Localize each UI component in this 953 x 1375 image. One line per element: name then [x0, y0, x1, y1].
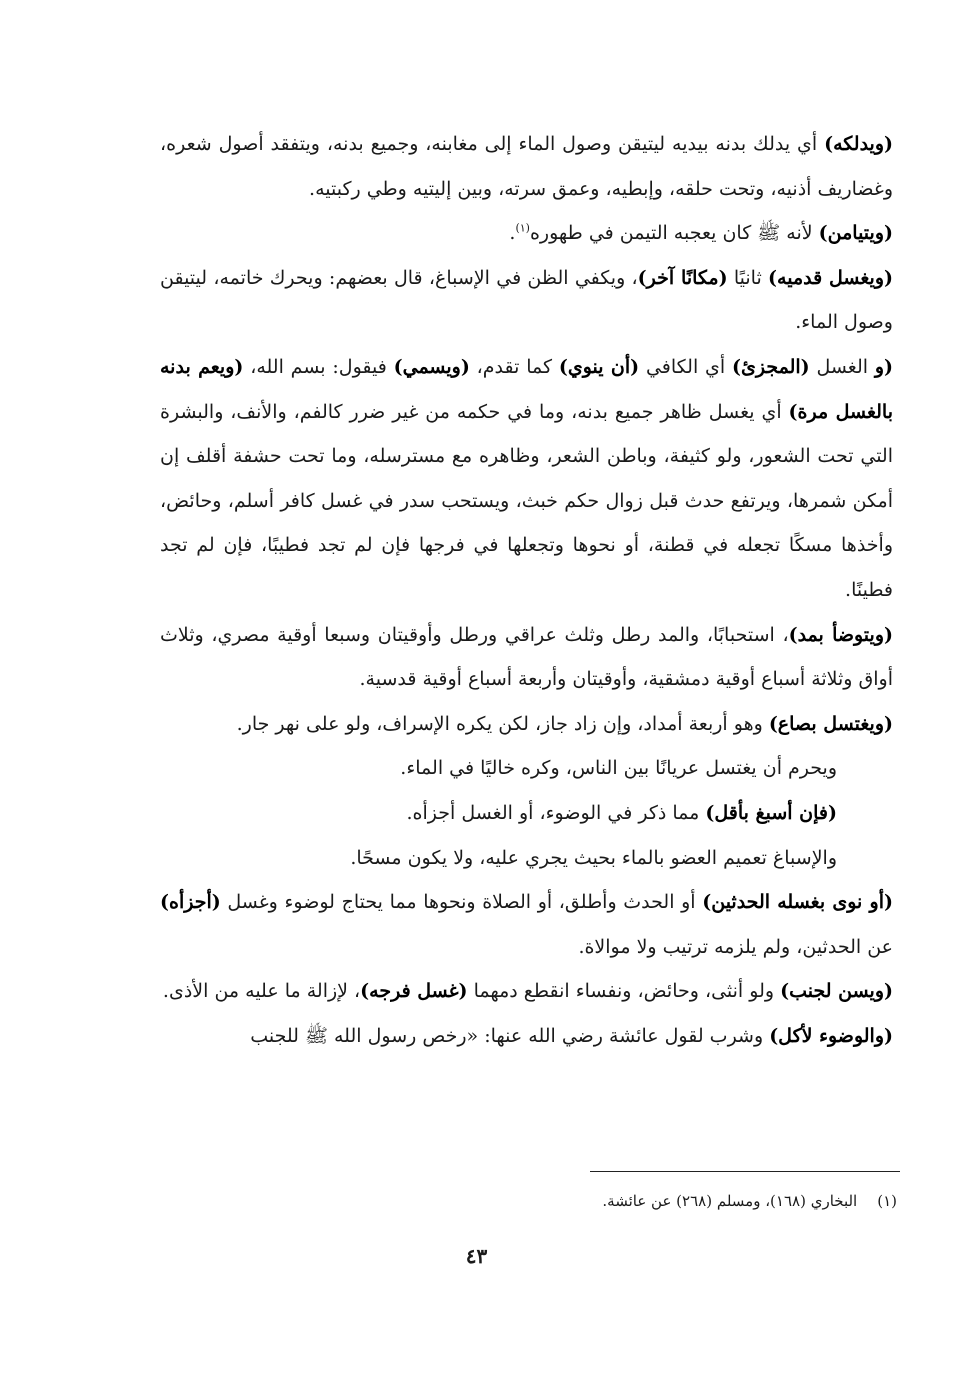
footnote: [197, 1190, 897, 1212]
paragraph-text: ، لإزالة ما عليه من الأذى.: [162, 980, 361, 1003]
paragraph-text: ، استحبابًا، والمد رطل وثلث عراقي ورطل وأوقيتان وسبعا أوقية مصري، وثلاث أواق وثلاثة أسباع أوقية دمشقية، وأوقيتان وأربعة أسباع أوقية قدسية.: [160, 623, 893, 691]
keyword: (ويعم بدنه بالغسل مرة): [160, 355, 894, 423]
keyword: (أجزأه): [160, 891, 221, 914]
paragraph-6: [160, 702, 893, 747]
keyword: (ويسن لجنب): [780, 980, 893, 1003]
body-text: [160, 122, 893, 1058]
paragraph-text: والإسباغ تعميم العضو بالماء بحيث يجري عليه، ولا يكون مسحًا.: [350, 846, 837, 869]
footnote-text: البخاري (١٦٨)، ومسلم (٢٦٨) عن عائشة.: [602, 1192, 858, 1210]
keyword: (ويغسل قدميه): [768, 266, 893, 289]
paragraph-text: .: [509, 222, 516, 245]
paragraph-8: [160, 791, 893, 836]
paragraph-1: [160, 122, 893, 211]
footnote-divider: [590, 1171, 900, 1172]
keyword: (أن ينوي): [558, 355, 640, 378]
keyword: (مكانًا آخر): [637, 266, 728, 289]
keyword: (غسل فرجه): [360, 980, 468, 1003]
keyword: (ويغتسل بصاع): [768, 712, 893, 735]
paragraph-text: وهو أربعة أمداد، وإن زاد جاز، لكن يكره الإسراف، ولو على نهر جار.: [236, 712, 769, 735]
footnote-ref[interactable]: (١): [515, 221, 530, 235]
paragraph-text: أو الحدث وأطلق، أو الصلاة ونحوها مما يحتاج لوضوء وغسل: [220, 891, 703, 914]
paragraph-text: مما ذكر في الوضوء، أو الغسل أجزأه.: [406, 801, 706, 824]
keyword: (فإن أسبغ بأقل): [705, 801, 837, 824]
paragraph-text: أي يغسل ظاهر جميع بدنه، وما في حكمه من غير ضرر كالفم، والأنف، والبشرة التي تحت الشعور، ولو كثيفة، وباطن الشعر، وظاهره مع مسترسله، وما تحت حشفة أقلف إن أمكن شمرها، ويرتفع حدث قبل زوال حكم خبث، ويستحب سدر في غسل كافر أسلم، وحائض، وأخذها مسكًا تجعله في قطنة، أو نحوها وتجعلها في فرجها فإن لم تجد فطيبًا، فإن لم تجد فطينًا.: [160, 400, 893, 601]
paragraph-text: ويحرم أن يغتسل عريانًا بين الناس، وكره خاليًا في الماء.: [400, 757, 837, 780]
paragraph-text: ولو أنثى، وحائض، ونفساء انقطع دمهما: [467, 980, 781, 1003]
paragraph-9: [160, 836, 893, 881]
paragraph-12: [160, 1014, 893, 1059]
paragraph-5: [160, 613, 893, 702]
paragraph-text: الغسل: [809, 355, 875, 378]
keyword: (ويتوضأ بمد): [788, 623, 893, 646]
keyword: (و: [874, 355, 893, 378]
keyword: (أو نوى بغسله الحدثين): [702, 891, 893, 914]
page-number: ٤٣: [465, 1244, 488, 1268]
paragraph-text: عن الحدثين، ولم يلزمه ترتيب ولا موالاة.: [578, 935, 893, 958]
paragraph-text: ، ويكفي الظن في الإسباغ، قال بعضهم: ويحرك خاتمه، ليتيقن وصول الماء.: [160, 266, 893, 334]
keyword: (المجزئ): [731, 355, 810, 378]
paragraph-text: أي يدلك بدنه بيديه ليتيقن وصول الماء إلى مغابنه، وجميع بدنه، ويتفقد أصول شعره، وغضاريف أذنيه، وتحت حلقه، وإبطيه، وعمق سرته، وبين إليتيه وطي ركبتيه.: [160, 133, 893, 200]
paragraph-text: أي الكافي: [639, 355, 732, 378]
keyword: (ويدلكه): [824, 133, 893, 155]
keyword: (ويسمي): [393, 355, 470, 378]
paragraph-text: فيقول: بسم الله،: [243, 355, 394, 378]
paragraph-2: [160, 211, 893, 256]
paragraph-11: [160, 969, 893, 1014]
paragraph-7: [160, 746, 893, 791]
paragraph-4: [160, 345, 893, 613]
footnote-number: (١): [877, 1192, 897, 1210]
keyword: (والوضوء لأكل): [769, 1024, 893, 1047]
paragraph-3: [160, 256, 893, 345]
paragraph-10: [160, 880, 893, 969]
paragraph-text: لأنه ﷺ كان يعجبه التيمن في طهوره: [529, 222, 819, 245]
paragraph-text: كما تقدم،: [469, 355, 559, 378]
paragraph-text: ثانيًا: [727, 266, 769, 289]
keyword: (ويتيامن): [818, 222, 893, 245]
paragraph-text: وشرب لقول عائشة رضي الله عنها: «رخص رسول الله ﷺ للجنب: [250, 1024, 770, 1047]
